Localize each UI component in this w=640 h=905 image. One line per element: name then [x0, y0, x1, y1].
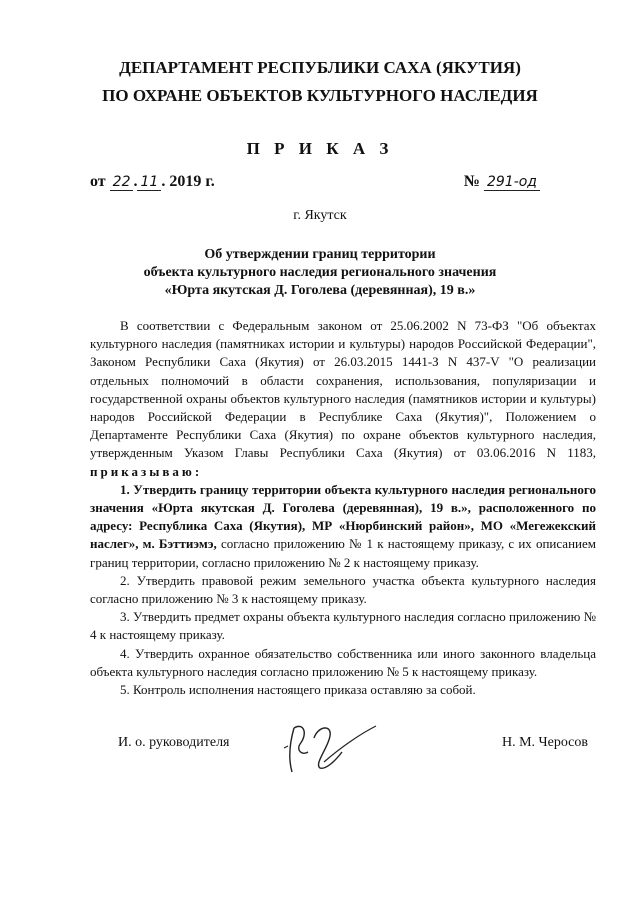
- item-2: 2. Утвердить правовой режим земельного участка объекта культурного наследия согласно приложению № 3 к настоящему приказу.: [90, 572, 596, 607]
- date-prefix: от: [90, 173, 106, 190]
- header-line-2: ПО ОХРАНЕ ОБЪЕКТОВ КУЛЬТУРНОГО НАСЛЕДИЯ: [102, 86, 538, 105]
- item-1-rest: согласно приложению № 1 к настоящему приказу, с их описанием границ территории, согласно приложению № 2 к настоящему приказу.: [90, 536, 596, 570]
- item-1-bold: 1. Утвердить границу территории объекта культурного наследия регионального значения «Юрта якутская Д. Гоголева (деревянная), 19 в.», расположенного по адресу: Республика Саха (Якутия), МР «Нюрбинский район», МО «Мегежекский наслег», м. Бэттиэмэ,: [90, 481, 596, 552]
- document-date: от 22 . 11 . 2019 г.: [90, 173, 215, 190]
- city: г. Якутск: [293, 208, 347, 223]
- item-1: [90, 481, 596, 572]
- date-day-handwritten: 22: [110, 174, 134, 191]
- number-handwritten: 291-од: [484, 174, 540, 191]
- subject-heading: [0, 246, 640, 300]
- preamble-text: В соответствии с Федеральным законом от 25.06.2002 N 73-ФЗ "Об объектах культурного наследия (памятниках истории и культуры) народов Российской Федерации", Законом Республики Саха (Якутия) от 26.03.2015 1441-З N 437-V "О реализации отдельных полномочий в области сохранения, использования, популяризации и государственной охраны объектов культурного наследия (памятников истории и культуры) народов Российской Федерации в Республике Саха (Якутия)", Положением о Департаменте Республики Саха (Якутия) по охране объектов культурного наследия, утвержденным Указом Главы Республики Саха (Якутия) от 03.06.2016 N 1183,: [90, 318, 596, 461]
- subject-line-1: Об утверждении границ территории: [204, 247, 436, 262]
- document-body: [90, 317, 596, 699]
- handwritten-signature: [280, 708, 380, 780]
- preamble-paragraph: [90, 317, 596, 481]
- signatory-name: Н. М. Черосов: [501, 735, 588, 750]
- date-month-handwritten: 11: [137, 174, 161, 191]
- number-prefix: №: [463, 173, 480, 190]
- order-word: приказываю:: [90, 463, 203, 479]
- item-5: 5. Контроль исполнения настоящего приказа оставляю за собой.: [120, 682, 476, 698]
- signatory-position: И. о. руководителя: [118, 735, 230, 750]
- header-line-1: ДЕПАРТАМЕНТ РЕСПУБЛИКИ САХА (ЯКУТИЯ): [119, 58, 521, 77]
- document-type: П Р И К А З: [246, 139, 394, 158]
- subject-line-2: объекта культурного наследия регионального значения: [143, 265, 497, 280]
- date-year: 2019 г.: [169, 173, 215, 190]
- document-number: [464, 173, 540, 191]
- item-4: 4. Утвердить охранное обязательство собственника или иного законного владельца объекта культурного наследия согласно приложению № 5 к настоящему приказу.: [90, 645, 596, 679]
- item-3: 3. Утвердить предмет охраны объекта культурного наследия согласно приложению № 4 к настоящему приказу.: [90, 609, 596, 643]
- subject-line-3: «Юрта якутская Д. Гоголева (деревянная), 19 в.»: [164, 283, 476, 298]
